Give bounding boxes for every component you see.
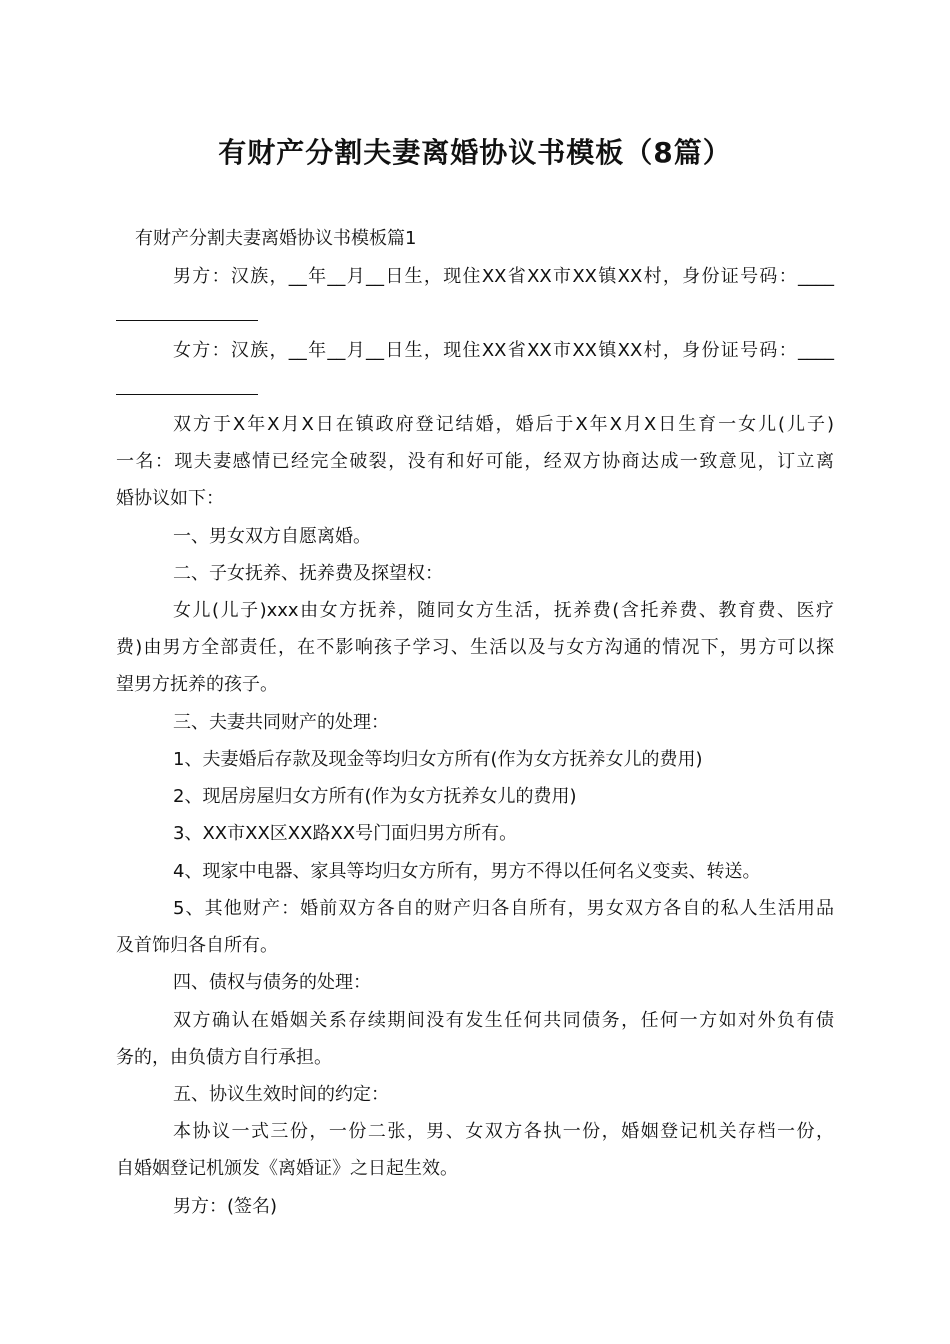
signature-line-male: 男方：(签名): [173, 1196, 278, 1217]
paragraph-line: 四、债权与债务的处理：: [173, 972, 371, 993]
paragraph-line: 一名：现夫妻感情已经完全破裂，没有和好可能，经双方协商达成一致意见，订立离: [116, 451, 834, 472]
paragraph-line: 一、男女双方自愿离婚。: [173, 526, 371, 547]
paragraph-line: 男方：汉族，__年__月__日生，现住XX省XX市XX镇XX村，身份证号码：____: [173, 266, 834, 287]
document-title: 有财产分割夫妻离婚协议书模板（8篇）: [218, 136, 732, 169]
paragraph-line: 二、子女抚养、抚养费及探望权：: [173, 563, 443, 584]
paragraph-line: 三、夫妻共同财产的处理：: [173, 712, 389, 733]
paragraph-line: 本协议一式三份，一份二张，男、女双方各执一份，婚姻登记机关存档一份，: [173, 1121, 834, 1142]
paragraph-line: 双方确认在婚姻关系存续期间没有发生任何共同债务，任何一方如对外负有债: [173, 1010, 834, 1031]
paragraph-line: 费)由男方全部责任，在不影响孩子学习、生活以及与女方沟通的情况下，男方可以探: [116, 637, 834, 658]
paragraph-line: 婚协议如下：: [116, 488, 224, 509]
paragraph-line: 女方：汉族，__年__月__日生，现住XX省XX市XX镇XX村，身份证号码：____: [173, 340, 834, 361]
paragraph-line: 女儿(儿子)xxx由女方抚养，随同女方生活，抚养费(含托养费、教育费、医疗: [173, 600, 834, 621]
paragraph-line: 3、XX市XX区XX路XX号门面归男方所有。: [173, 823, 518, 844]
section-heading: 有财产分割夫妻离婚协议书模板篇1: [135, 228, 417, 249]
paragraph-line: 五、协议生效时间的约定：: [173, 1084, 389, 1105]
paragraph-line: 1、夫妻婚后存款及现金等均归女方所有(作为女方抚养女儿的费用): [173, 749, 703, 770]
paragraph-line: 5、其他财产：婚前双方各自的财产归各自所有，男女双方各自的私人生活用品: [173, 898, 834, 919]
paragraph-line: 4、现家中电器、家具等均归女方所有，男方不得以任何名义变卖、转送。: [173, 861, 761, 882]
paragraph-line: 2、现居房屋归女方所有(作为女方抚养女儿的费用): [173, 786, 577, 807]
paragraph-line: 自婚姻登记机颁发《离婚证》之日起生效。: [116, 1158, 458, 1179]
paragraph-line: 双方于X年X月X日在镇政府登记结婚，婚后于X年X月X日生育一女儿(儿子): [173, 414, 834, 435]
paragraph-line: 望男方抚养的孩子。: [116, 674, 278, 695]
fill-in-underline: [116, 320, 258, 321]
paragraph-line: 务的，由负债方自行承担。: [116, 1047, 332, 1068]
paragraph-line: 及首饰归各自所有。: [116, 935, 278, 956]
fill-in-underline: [116, 394, 258, 395]
